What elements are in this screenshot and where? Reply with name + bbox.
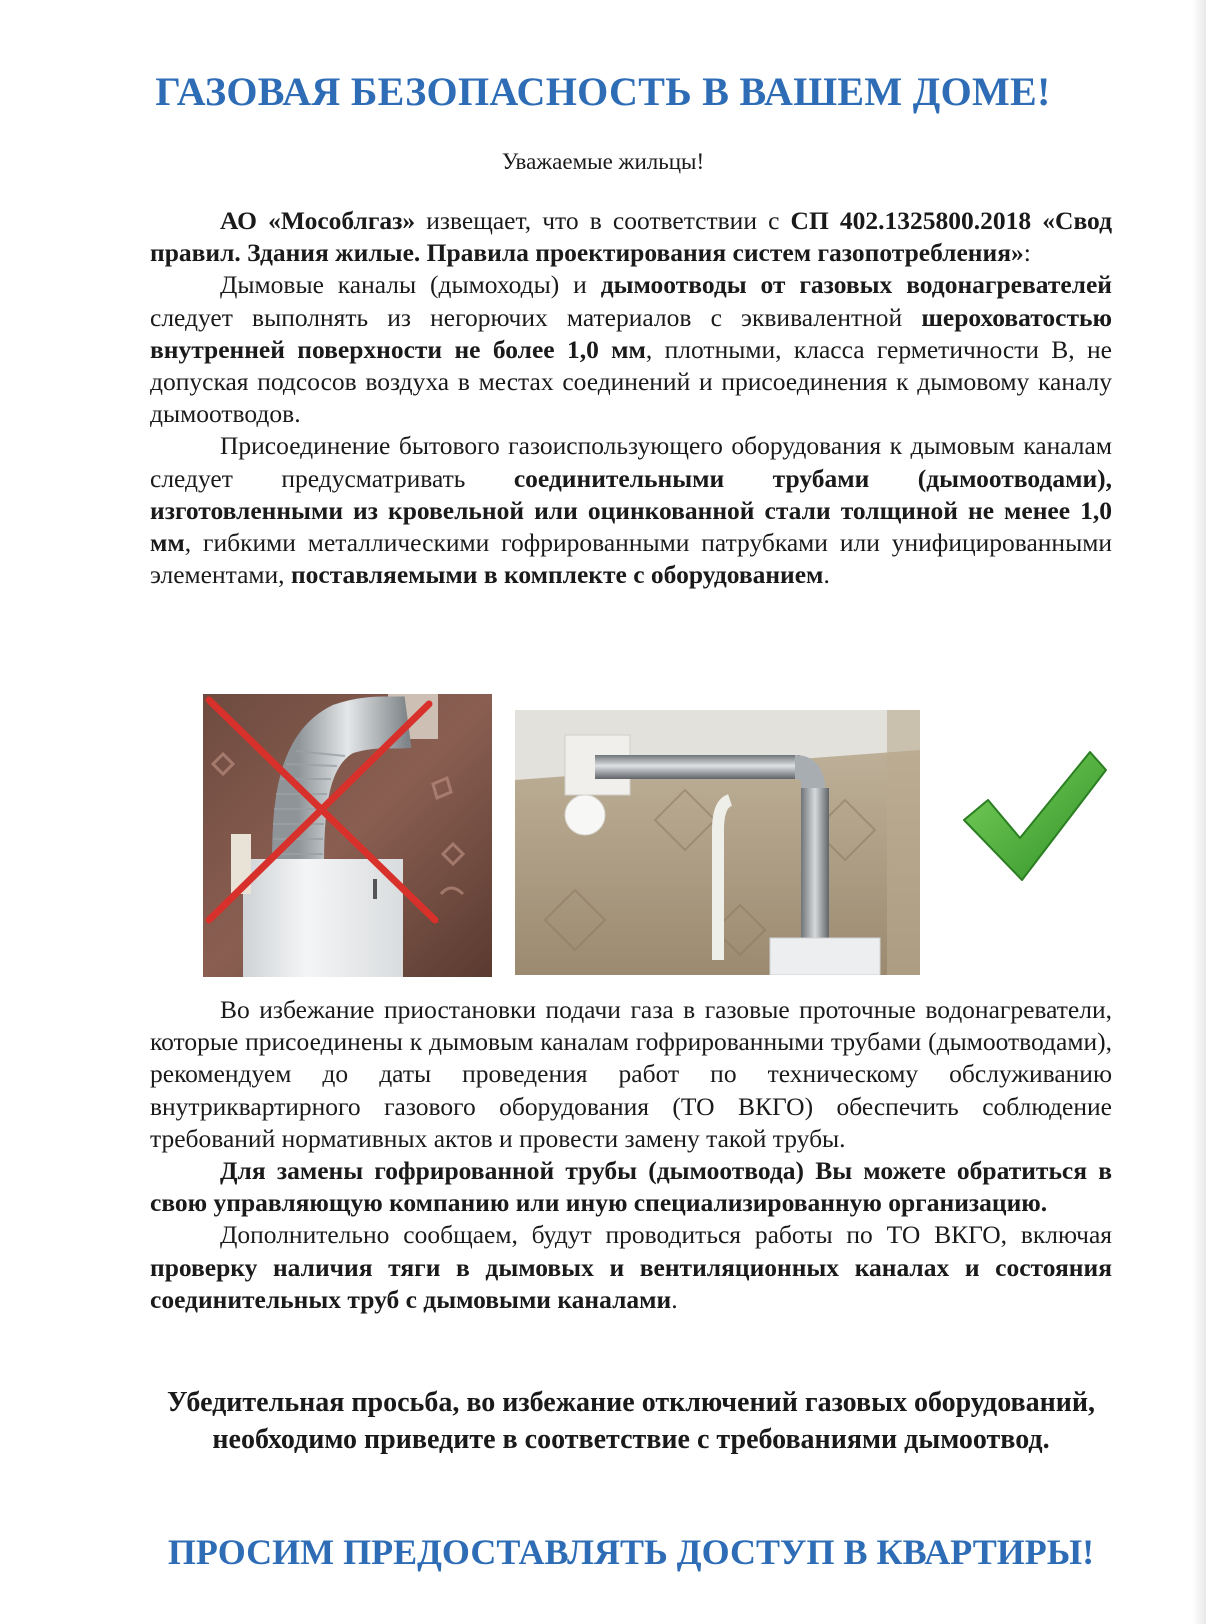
norm-reference: СП 402.1325800.2018 «Свод правил. Здания жилые. Правила проектирования систем газопотребления» [150,206,1112,268]
intro-text-1: извещает, что в соответствии с [415,206,791,235]
chimney-paragraph [150,269,1112,430]
corrugated-pipe-photo [203,694,492,977]
page-edge [1192,0,1206,1624]
recommendation-text [150,994,1112,1316]
replace-bold: Для замены гофрированной трубы (дымоотвода) Вы можете обратиться в свою управляющую компанию или иную специализированную организацию. [150,1156,1112,1218]
rigid-pipe-photo [515,710,920,975]
greeting: Уважаемые жильцы! [501,149,705,174]
connection-text-3: . [823,560,830,590]
intro-text-2: : [1023,238,1031,268]
connection-bold-2: поставляемыми в комплекте с оборудованием [290,560,824,590]
additional-text-1: Дополнительно сообщаем, будут проводиться работы по ТО ВКГО, включая [220,1220,1112,1250]
chimney-bold-1: дымоотводы от газовых водонагревателей [600,270,1112,300]
footer-title: ПРОСИМ ПРЕДОСТАВЛЯТЬ ДОСТУП В КВАРТИРЫ! [167,1532,1095,1572]
connection-bold-1: соединительными трубами (дымоотводами), изготовленными из кровельной или оцинкованной стали толщиной не менее 1,0 мм [150,463,1113,558]
green-check-icon [960,748,1110,886]
appeal-text: Убедительная просьба, во избежание отключений газовых оборудований, необходимо приведите в соответствие с требованиями дымоотвод. [166,1387,1096,1455]
additional-text-2: . [671,1284,678,1314]
replace-paragraph [150,1155,1112,1219]
org-name: АО «Мособлгаз» [220,206,416,235]
chimney-text-1: Дымовые каналы (дымоходы) и [220,270,601,300]
connection-text-1: Присоединение бытового газоиспользующего оборудования к дымовым каналам следует предусматривать [150,431,1112,493]
additional-bold: проверку наличия тяги в дымовых и вентиляционных каналах и состояния соединительных труб с дымовыми каналами [150,1252,1112,1314]
page-title: ГАЗОВАЯ БЕЗОПАСНОСТЬ В ВАШЕМ ДОМЕ! [155,69,1051,114]
connection-paragraph [150,430,1112,591]
chimney-bold-2: шероховатостью внутренней поверхности не более 1,0 мм [150,302,1112,364]
chimney-text-2: следует выполнять из негорючих материалов с эквивалентной [150,302,922,332]
connection-text-2: , гибкими металлическими гофрированными патрубками или унифицированными элементами, [150,528,1112,590]
intro-paragraph [150,205,1112,269]
additional-paragraph [150,1219,1112,1316]
avoid-paragraph: Во избежание приостановки подачи газа в газовые проточные водонагреватели, которые присоединены к дымовым каналам гофрированными трубами (дымоотводами), рекомендуем до даты проведения работ по техническому обслуживанию внутриквартирного газового оборудования (ТО ВКГО) обеспечить соблюдение требований нормативных актов и провести замену такой трубы. [150,995,1112,1153]
red-cross-icon [203,694,492,977]
rigid-pipe-illustration [515,710,920,975]
chimney-text-3: , плотными, класса герметичности В, не допуская подсосов воздуха в местах соединений и присоединения к дымовому каналу дымоотводов. [150,334,1112,429]
regulation-text [150,205,1112,591]
